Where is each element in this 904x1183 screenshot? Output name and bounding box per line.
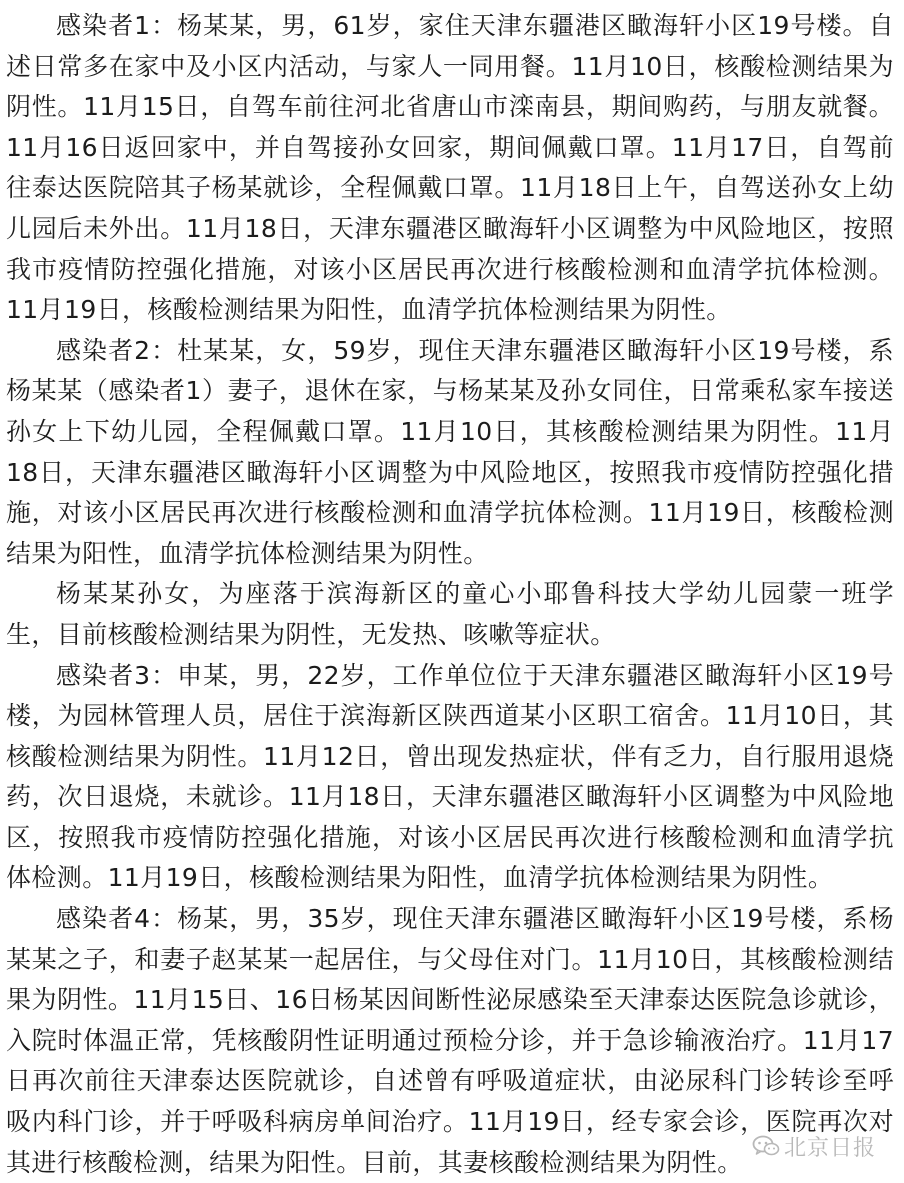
watermark-text: 北京日报 bbox=[783, 1135, 876, 1161]
watermark bbox=[752, 1128, 876, 1164]
wechat-icon bbox=[752, 1134, 780, 1158]
paragraph-case-3: 感染者3：申某，男，22岁，工作单位位于天津东疆港区瞰海轩小区19号楼，为园林管理人员，居住于滨海新区陕西道某小区职工宿舍。11月10日，其核酸检测结果为阴性。11月12日，曾出现发热症状，伴有乏力，自行服用退烧药，次日退烧，未就诊。11月18日，天津东疆港区瞰海轩小区调整为中风险地区，按照我市疫情防控强化措施，对该小区居民再次进行核酸检测和血清学抗体检测。11月19日，核酸检测结果为阳性，血清学抗体检测结果为阴性。 bbox=[6, 660, 894, 893]
paragraph-case-2: 感染者2：杜某某，女，59岁，现住天津东疆港区瞰海轩小区19号楼，系杨某某（感染者1）妻子，退休在家，与杨某某及孙女同住，日常乘私家车接送孙女上下幼儿园，全程佩戴口罩。11月10日，其核酸检测结果为阴性。11月18日，天津东疆港区瞰海轩小区调整为中风险地区，按照我市疫情防控强化措施，对该小区居民再次进行核酸检测和血清学抗体检测。11月19日，核酸检测结果为阳性，血清学抗体检测结果为阴性。 bbox=[6, 335, 894, 568]
paragraph-granddaughter: 杨某某孙女，为座落于滨海新区的童心小耶鲁科技大学幼儿园蒙一班学生，目前核酸检测结果为阴性，无发热、咳嗽等症状。 bbox=[6, 579, 894, 649]
paragraph-case-1: 感染者1：杨某某，男，61岁，家住天津东疆港区瞰海轩小区19号楼。自述日常多在家中及小区内活动，与家人一同用餐。11月10日，核酸检测结果为阴性。11月15日，自驾车前往河北省唐山市滦南县，期间购药，与朋友就餐。11月16日返回家中，并自驾接孙女回家，期间佩戴口罩。11月17日，自驾前往泰达医院陪其子杨某就诊，全程佩戴口罩。11月18日上午，自驾送孙女上幼儿园后未外出。11月18日，天津东疆港区瞰海轩小区调整为中风险地区，按照我市疫情防控强化措施，对该小区居民再次进行核酸检测和血清学抗体检测。11月19日，核酸检测结果为阳性，血清学抗体检测结果为阴性。 bbox=[6, 11, 894, 325]
paragraph-case-4: 感染者4：杨某，男，35岁，现住天津东疆港区瞰海轩小区19号楼，系杨某某之子，和妻子赵某某一起居住，与父母住对门。11月10日，其核酸检测结果为阴性。11月15日、16日杨某因间断性泌尿感染至天津泰达医院急诊就诊，入院时体温正常，凭核酸阴性证明通过预检分诊，并于急诊输液治疗。11月17日再次前往天津泰达医院就诊，自述曾有呼吸道症状，由泌尿科门诊转诊至呼吸内科门诊，并于呼吸科病房单间治疗。11月19日，经专家会诊，医院再次对其进行核酸检测，结果为阳性。目前，其妻核酸检测结果为阴性。 bbox=[6, 904, 894, 1177]
